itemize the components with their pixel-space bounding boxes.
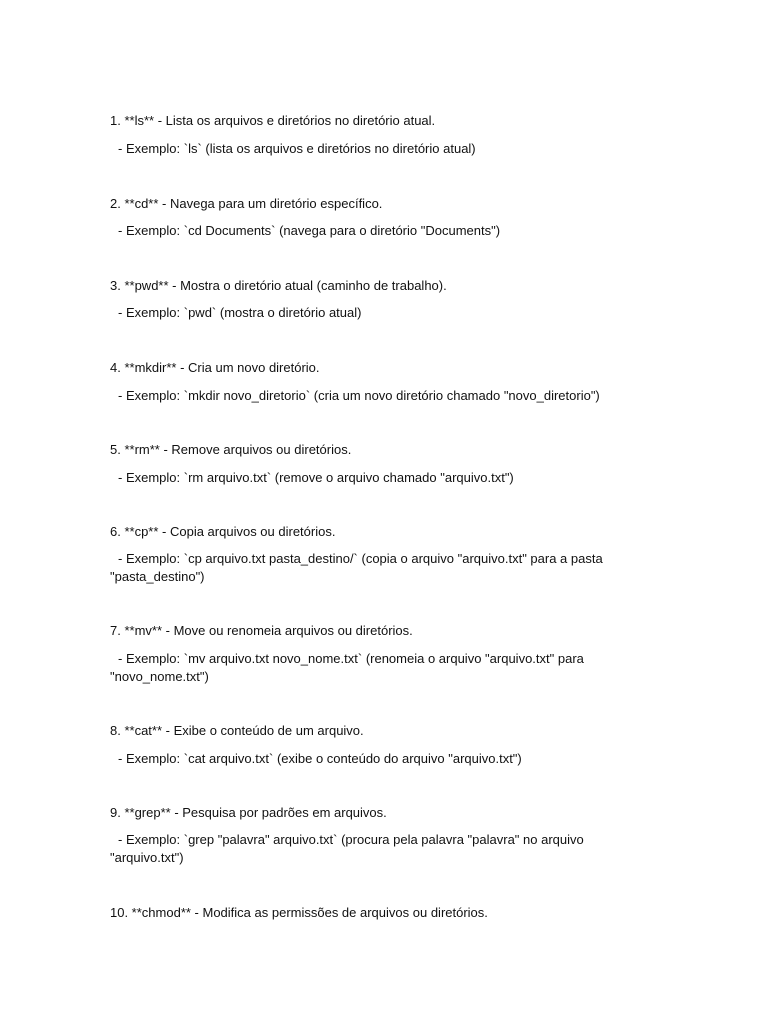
item-9-example: - Exemplo: `grep "palavra" arquivo.txt` (procura pela palavra "palavra" no arquivo "arquivo.txt") (110, 832, 584, 865)
item-4-example: - Exemplo: `mkdir novo_diretorio` (cria um novo diretório chamado "novo_diretorio") (118, 388, 600, 403)
item-2-example: - Exemplo: `cd Documents` (navega para o diretório "Documents") (118, 223, 501, 238)
item-3-title: 3. **pwd** - Mostra o diretório atual (caminho de trabalho). (110, 278, 447, 293)
item-5-title: 5. **rm** - Remove arquivos ou diretórios. (110, 442, 352, 457)
item-6-example: - Exemplo: `cp arquivo.txt pasta_destino/` (copia o arquivo "arquivo.txt" para a pasta "pasta_destino") (110, 551, 603, 584)
item-8-title: 8. **cat** - Exibe o conteúdo de um arquivo. (110, 723, 364, 738)
item-10-title: 10. **chmod** - Modifica as permissões de arquivos ou diretórios. (110, 905, 488, 920)
item-9-title: 9. **grep** - Pesquisa por padrões em arquivos. (110, 805, 387, 820)
item-5-example: - Exemplo: `rm arquivo.txt` (remove o arquivo chamado "arquivo.txt") (118, 470, 514, 485)
item-7-example: - Exemplo: `mv arquivo.txt novo_nome.txt` (renomeia o arquivo "arquivo.txt" para "novo_nome.txt") (110, 651, 584, 684)
item-1-example: - Exemplo: `ls` (lista os arquivos e diretórios no diretório atual) (118, 141, 476, 156)
item-8-example: - Exemplo: `cat arquivo.txt` (exibe o conteúdo do arquivo "arquivo.txt") (118, 751, 522, 766)
item-7-title: 7. **mv** - Move ou renomeia arquivos ou diretórios. (110, 623, 413, 638)
item-1-title: 1. **ls** - Lista os arquivos e diretórios no diretório atual. (110, 113, 436, 128)
item-4-title: 4. **mkdir** - Cria um novo diretório. (110, 360, 320, 375)
item-3-example: - Exemplo: `pwd` (mostra o diretório atual) (118, 305, 362, 320)
item-6-title: 6. **cp** - Copia arquivos ou diretórios. (110, 524, 336, 539)
item-2-title: 2. **cd** - Navega para um diretório específico. (110, 196, 383, 211)
